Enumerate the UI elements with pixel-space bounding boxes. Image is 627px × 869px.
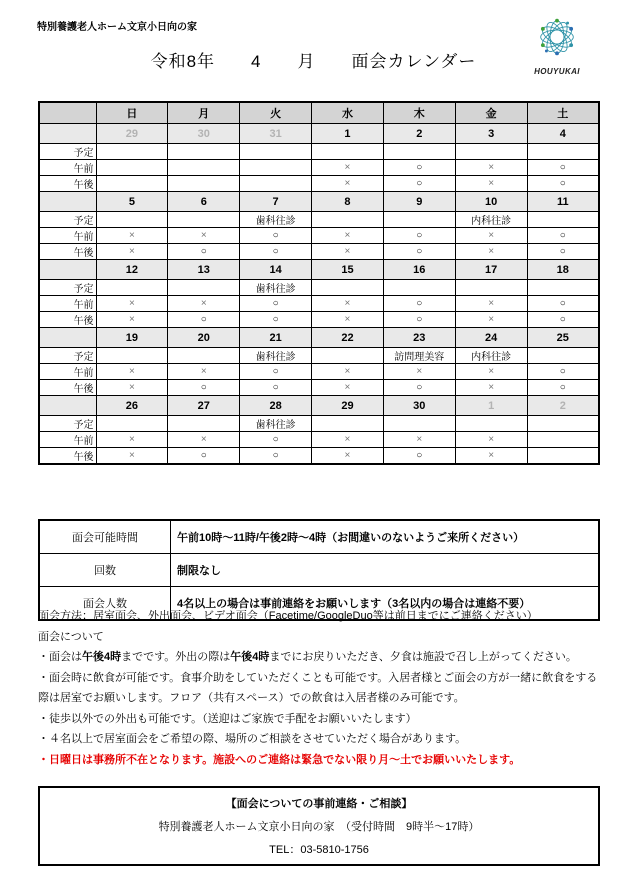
status-cell: ×: [96, 432, 168, 448]
note-bullet: [38, 647, 604, 668]
row-label-cell: 予定: [39, 212, 96, 228]
date-cell: 7: [240, 192, 312, 212]
plan-row: [39, 144, 599, 160]
date-cell: 26: [96, 396, 168, 416]
note-bullet: [38, 750, 604, 771]
pm-row: [39, 244, 599, 260]
plan-cell: 内科往診: [455, 348, 527, 364]
date-row: [39, 124, 599, 144]
plan-cell: [383, 280, 455, 296]
status-cell: ×: [168, 228, 240, 244]
status-cell: ×: [312, 176, 384, 192]
status-cell: ×: [455, 176, 527, 192]
date-label-cell: [39, 328, 96, 348]
page-title: 令和8年 4 月 面会カレンダー: [150, 52, 477, 71]
status-cell: ×: [312, 448, 384, 465]
date-cell: 27: [168, 396, 240, 416]
plan-cell: [383, 144, 455, 160]
plan-cell: [527, 212, 599, 228]
status-cell: ○: [383, 448, 455, 465]
plan-cell: 内科往診: [455, 212, 527, 228]
status-cell: ○: [527, 160, 599, 176]
plan-cell: [96, 144, 168, 160]
note-text-segment: までにお戻りいただき、夕食は施設で召し上がってください。: [269, 651, 577, 663]
plan-row: [39, 212, 599, 228]
date-cell: 24: [455, 328, 527, 348]
weekday-header: 水: [312, 102, 384, 124]
facility-name: 特別養護老人ホーム文京小日向の家: [37, 22, 197, 33]
status-cell: ○: [527, 364, 599, 380]
note-text-segment: ・４名以上で居室面会をご希望の際、場所のご相談をさせていただく場合があります。: [38, 733, 467, 745]
status-cell: [96, 160, 168, 176]
plan-cell: [455, 416, 527, 432]
plan-cell: [312, 212, 384, 228]
status-cell: ○: [240, 432, 312, 448]
date-row: [39, 396, 599, 416]
status-cell: ○: [168, 244, 240, 260]
plan-cell: 歯科往診: [240, 348, 312, 364]
weekday-header: 日: [96, 102, 168, 124]
status-cell: ○: [527, 176, 599, 192]
status-cell: ×: [455, 296, 527, 312]
status-cell: ○: [527, 296, 599, 312]
status-cell: ○: [168, 312, 240, 328]
status-cell: ○: [527, 228, 599, 244]
row-label-cell: 予定: [39, 416, 96, 432]
status-cell: ○: [168, 448, 240, 465]
weekday-header: 金: [455, 102, 527, 124]
date-cell: 4: [527, 124, 599, 144]
status-cell: ×: [96, 228, 168, 244]
status-cell: ○: [240, 296, 312, 312]
status-cell: ○: [383, 380, 455, 396]
status-cell: [96, 176, 168, 192]
about-visits-title: 面会について: [38, 630, 104, 643]
status-cell: ×: [383, 364, 455, 380]
am-row: [39, 364, 599, 380]
date-cell: 29: [96, 124, 168, 144]
note-bullet: [38, 709, 604, 730]
status-cell: [527, 432, 599, 448]
pm-row: [39, 448, 599, 465]
status-cell: ×: [312, 380, 384, 396]
status-cell: ×: [383, 432, 455, 448]
note-text-segment: 午後4時: [230, 651, 270, 663]
pm-row: [39, 176, 599, 192]
row-label-cell: 予定: [39, 280, 96, 296]
status-cell: ×: [168, 432, 240, 448]
status-cell: ○: [240, 380, 312, 396]
date-cell: 22: [312, 328, 384, 348]
info-row: [39, 554, 599, 587]
status-cell: ○: [240, 244, 312, 260]
info-label: 面会可能時間: [39, 520, 171, 554]
status-cell: ○: [383, 296, 455, 312]
status-cell: ○: [240, 364, 312, 380]
corner-cell: [39, 102, 96, 124]
date-cell: 25: [527, 328, 599, 348]
status-cell: ○: [168, 380, 240, 396]
date-label-cell: [39, 124, 96, 144]
contact-facility-line: 特別養護老人ホーム文京小日向の家 （受付時間 9時半～17時）: [158, 821, 480, 833]
status-cell: ×: [96, 296, 168, 312]
status-cell: ×: [96, 448, 168, 465]
status-cell: ×: [312, 312, 384, 328]
plan-cell: [168, 280, 240, 296]
note-bullet: [38, 729, 604, 750]
status-cell: ×: [96, 312, 168, 328]
plan-row: [39, 280, 599, 296]
status-cell: ○: [383, 244, 455, 260]
status-cell: ×: [312, 296, 384, 312]
status-cell: ×: [455, 364, 527, 380]
plan-cell: 訪問理美容: [383, 348, 455, 364]
visit-calendar-table: [38, 101, 600, 465]
plan-cell: [312, 280, 384, 296]
weekday-header: 火: [240, 102, 312, 124]
date-cell: 30: [383, 396, 455, 416]
status-cell: ×: [455, 160, 527, 176]
date-cell: 5: [96, 192, 168, 212]
date-cell: 28: [240, 396, 312, 416]
status-cell: ○: [240, 312, 312, 328]
row-label-cell: 午前: [39, 296, 96, 312]
plan-cell: [312, 348, 384, 364]
status-cell: [527, 448, 599, 465]
plan-cell: [96, 348, 168, 364]
note-bullet: [38, 668, 604, 709]
date-cell: 8: [312, 192, 384, 212]
date-cell: 10: [455, 192, 527, 212]
am-row: [39, 160, 599, 176]
date-cell: 23: [383, 328, 455, 348]
date-cell: 31: [240, 124, 312, 144]
row-label-cell: 午後: [39, 176, 96, 192]
status-cell: ○: [527, 380, 599, 396]
note-text-segment: ・面会は: [38, 651, 82, 663]
plan-cell: [240, 144, 312, 160]
plan-cell: [168, 144, 240, 160]
status-cell: ×: [455, 228, 527, 244]
date-cell: 3: [455, 124, 527, 144]
info-label: 面会人数: [39, 587, 171, 621]
am-row: [39, 432, 599, 448]
row-label-cell: 午前: [39, 228, 96, 244]
info-label: 回数: [39, 554, 171, 587]
houyukai-logo-text: HOUYUKAI: [534, 67, 580, 76]
status-cell: ×: [312, 432, 384, 448]
status-cell: ×: [96, 380, 168, 396]
plan-cell: [383, 212, 455, 228]
status-cell: ×: [312, 228, 384, 244]
status-cell: ×: [168, 364, 240, 380]
date-row: [39, 192, 599, 212]
row-label-cell: 午前: [39, 364, 96, 380]
note-text-segment: までです。外出の際は: [121, 651, 231, 663]
date-cell: 29: [312, 396, 384, 416]
status-cell: ×: [455, 448, 527, 465]
date-cell: 6: [168, 192, 240, 212]
pm-row: [39, 380, 599, 396]
plan-cell: [527, 144, 599, 160]
date-label-cell: [39, 260, 96, 280]
plan-cell: 歯科往診: [240, 280, 312, 296]
date-row: [39, 328, 599, 348]
date-cell: 2: [383, 124, 455, 144]
date-cell: 2: [527, 396, 599, 416]
plan-cell: [455, 144, 527, 160]
contact-title: 【面会についての事前連絡・ご相談】: [225, 798, 413, 810]
status-cell: [168, 176, 240, 192]
row-label-cell: 午後: [39, 380, 96, 396]
date-cell: 20: [168, 328, 240, 348]
status-cell: ×: [455, 312, 527, 328]
am-row: [39, 228, 599, 244]
plan-cell: [312, 144, 384, 160]
plan-cell: [96, 416, 168, 432]
row-label-cell: 午後: [39, 448, 96, 465]
status-cell: ×: [312, 160, 384, 176]
plan-cell: [168, 212, 240, 228]
status-cell: ×: [455, 380, 527, 396]
plan-row: [39, 416, 599, 432]
notes-section: [38, 606, 604, 770]
visit-method-line: 面会方法：居室面会、外出面会、ビデオ面会（Facetime/GoogleDuo等は前日までにご連絡ください）: [38, 610, 538, 622]
status-cell: ○: [527, 244, 599, 260]
status-cell: ○: [383, 312, 455, 328]
weekday-header: 土: [527, 102, 599, 124]
date-cell: 16: [383, 260, 455, 280]
date-label-cell: [39, 396, 96, 416]
date-cell: 1: [455, 396, 527, 416]
status-cell: ○: [383, 160, 455, 176]
notes-bullets: [38, 647, 604, 770]
status-cell: ×: [455, 244, 527, 260]
info-value: 4名以上の場合は事前連絡をお願いします（3名以内の場合は連絡不要）: [171, 587, 600, 621]
date-cell: 21: [240, 328, 312, 348]
note-text-segment: ・面会時に飲食が可能です。食事介助をしていただくことも可能です。入居者様とご面会の方が一緒に飲食をする際は居室でお願いします。フロア（共有スペース）での飲食は入居者様のみ可能です。: [38, 671, 598, 704]
status-cell: [240, 160, 312, 176]
date-row: [39, 260, 599, 280]
status-cell: ×: [312, 364, 384, 380]
pm-row: [39, 312, 599, 328]
date-cell: 18: [527, 260, 599, 280]
weekday-header: 木: [383, 102, 455, 124]
status-cell: [240, 176, 312, 192]
date-cell: 17: [455, 260, 527, 280]
plan-cell: [527, 416, 599, 432]
contact-phone: TEL：03-5810-1756: [269, 844, 369, 856]
status-cell: [168, 160, 240, 176]
weekday-header-row: [39, 102, 599, 124]
status-cell: ○: [383, 228, 455, 244]
date-cell: 12: [96, 260, 168, 280]
row-label-cell: 予定: [39, 348, 96, 364]
status-cell: ×: [96, 244, 168, 260]
row-label-cell: 午後: [39, 312, 96, 328]
row-label-cell: 予定: [39, 144, 96, 160]
plan-cell: [168, 348, 240, 364]
status-cell: ×: [168, 296, 240, 312]
weekday-header: 月: [168, 102, 240, 124]
contact-box: [38, 786, 600, 866]
status-cell: ×: [312, 244, 384, 260]
plan-cell: [96, 212, 168, 228]
date-cell: 13: [168, 260, 240, 280]
date-cell: 30: [168, 124, 240, 144]
status-cell: ○: [240, 448, 312, 465]
date-cell: 1: [312, 124, 384, 144]
info-row: [39, 520, 599, 554]
plan-cell: [383, 416, 455, 432]
status-cell: ○: [527, 312, 599, 328]
note-text-segment: ・日曜日は事務所不在となります。施設へのご連絡は緊急でない限り月～土でお願いいたします。: [38, 753, 521, 766]
row-label-cell: 午後: [39, 244, 96, 260]
plan-row: [39, 348, 599, 364]
status-cell: ○: [240, 228, 312, 244]
status-cell: ×: [96, 364, 168, 380]
plan-cell: [455, 280, 527, 296]
plan-cell: [527, 280, 599, 296]
plan-cell: 歯科往診: [240, 212, 312, 228]
date-cell: 15: [312, 260, 384, 280]
status-cell: ×: [455, 432, 527, 448]
plan-cell: [168, 416, 240, 432]
info-value: 制限なし: [171, 554, 600, 587]
date-label-cell: [39, 192, 96, 212]
date-cell: 11: [527, 192, 599, 212]
date-cell: 19: [96, 328, 168, 348]
note-text-segment: 午後4時: [82, 651, 122, 663]
info-value: 午前10時～11時/午後2時～4時（お間違いのないようご来所ください）: [171, 520, 600, 554]
row-label-cell: 午前: [39, 432, 96, 448]
plan-cell: [312, 416, 384, 432]
am-row: [39, 296, 599, 312]
date-cell: 14: [240, 260, 312, 280]
plan-cell: [527, 348, 599, 364]
status-cell: ○: [383, 176, 455, 192]
plan-cell: [96, 280, 168, 296]
note-text-segment: ・徒歩以外での外出も可能です。（送迎はご家族で手配をお願いいたします）: [38, 712, 417, 725]
row-label-cell: 午前: [39, 160, 96, 176]
plan-cell: 歯科往診: [240, 416, 312, 432]
date-cell: 9: [383, 192, 455, 212]
